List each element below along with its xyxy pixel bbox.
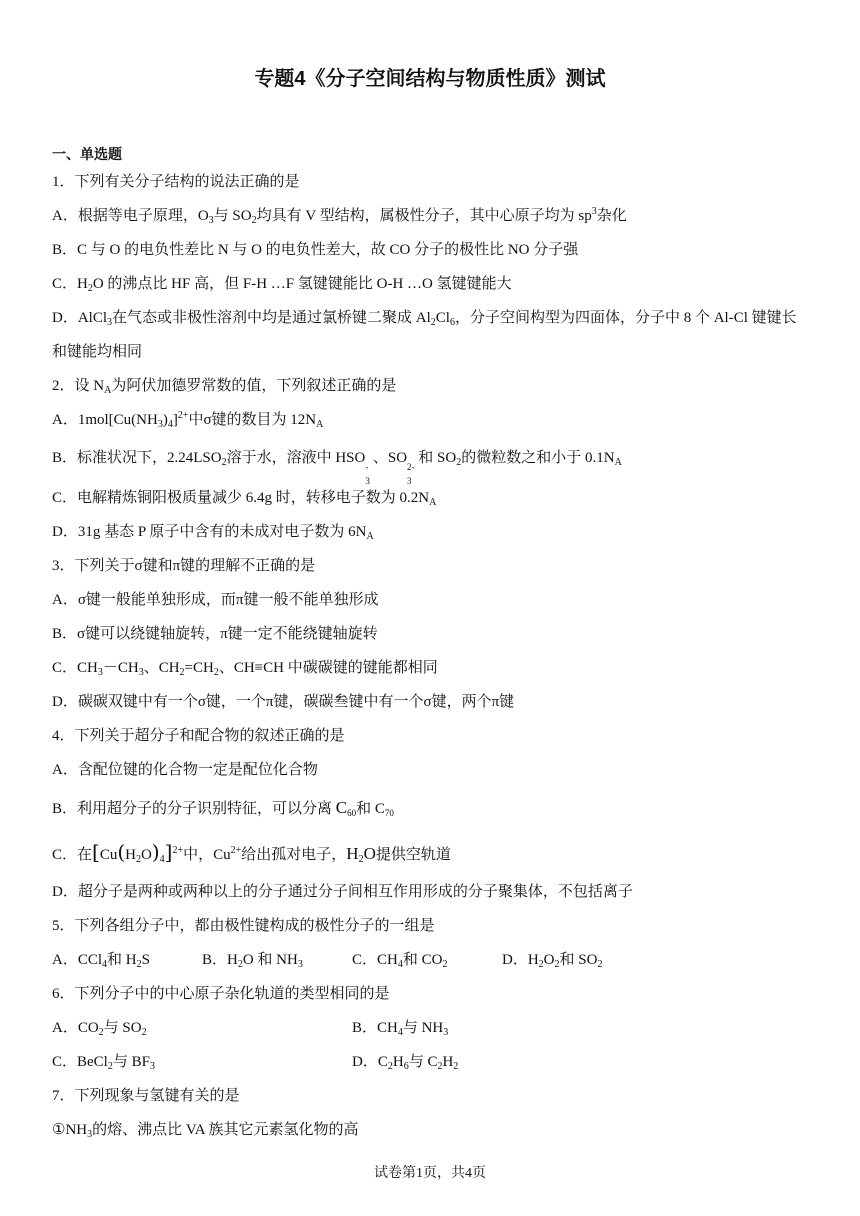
question-1-option-a: A．根据等电子原理，$O_3$与 $SO_2$均具有 V 型结构，属极性分子，其中心原子均为 $sp^3$杂化 bbox=[52, 206, 627, 226]
question-6-option-a: A．$CO_2$与 $SO_2$ bbox=[52, 1020, 147, 1038]
question-2-option-c: C．电解精炼铜阳极质量减少 6.4g 时，转移电子数为 $0.2N_A$ bbox=[52, 490, 437, 508]
question-4-option-a: A．含配位键的化合物一定是配位化合物 bbox=[52, 762, 318, 778]
question-4-option-d: D．超分子是两种或两种以上的分子通过分子间相互作用形成的分子聚集体，不包括离子 bbox=[52, 884, 633, 900]
question-2-option-b: B．标准状况下，$2.24LSO_2$溶于水，溶液中 HSO - 3 、SO 2- 3 和 $SO_2$的微粒数之和小于 $0.1N_A$ bbox=[52, 450, 622, 486]
page-footer: 试卷第1页，共4页 bbox=[374, 1166, 486, 1181]
question-5-option-b: B．$H_2O$ 和 $NH_3$ bbox=[202, 952, 303, 970]
question-3-stem: 3．下列关于σ键和π键的理解不正确的是 bbox=[52, 558, 316, 574]
question-3-option-d: D．碳碳双键中有一个σ键，一个π键，碳碳叁键中有一个σ键，两个π键 bbox=[52, 694, 515, 710]
question-5-option-a: A．CCl$_4$和 $H_2S$ bbox=[52, 952, 150, 970]
question-3-option-c: C．$CH_3-CH_3$、$CH_2=CH_2$、CH≡CH 中碳碳键的键能都相同 bbox=[52, 660, 438, 678]
question-4-option-b: B．利用超分子的分子识别特征，可以分离 $C_{60}$和 $C_{70}$ bbox=[52, 798, 394, 818]
question-1-option-d-continued: 和键能均相同 bbox=[52, 344, 143, 360]
question-6-option-b: B．$CH_4$与 $NH_3$ bbox=[352, 1020, 449, 1038]
question-5-option-c: C．$CH_4$和 $CO_2$ bbox=[352, 952, 448, 970]
question-3-option-a: A．σ键一般能单独形成，而π键一般不能单独形成 bbox=[52, 592, 379, 608]
question-2-option-d: D．31g 基态 P 原子中含有的未成对电子数为 $6N_A$ bbox=[52, 524, 374, 542]
question-1-option-d: D．AlCl$_3$在气态或非极性溶剂中均是通过氯桥键二聚成 $Al_2Cl_6$，分子空间构型为四面体，分子中 8 个 Al-Cl 键键长 bbox=[52, 310, 797, 328]
question-4-option-c: C．在$[Cu(H_2O)_4]^{2+}$中，$Cu^{2+}$给出孤对电子，$H_2O$提供空轨道 bbox=[52, 840, 451, 865]
question-6-option-d: D．$C_2H_6$与 $C_2H_2$ bbox=[352, 1054, 459, 1072]
question-5-option-d: D．$H_2O_2$和 $SO_2$ bbox=[502, 952, 603, 970]
question-6-option-c: C．BeCl$_2$与 $BF_3$ bbox=[52, 1054, 155, 1072]
question-6-stem: 6．下列分子中的中心原子杂化轨道的类型相同的是 bbox=[52, 986, 390, 1002]
question-3-option-b: B．σ键可以绕键轴旋转，π键一定不能绕键轴旋转 bbox=[52, 626, 378, 642]
question-7-item-1: $①NH_3$的熔、沸点比 VA 族其它元素氢化物的高 bbox=[52, 1122, 359, 1140]
question-7-stem: 7．下列现象与氢键有关的是 bbox=[52, 1088, 240, 1104]
page-title: 专题4《分子空间结构与物质性质》测试 bbox=[254, 68, 606, 90]
question-1-stem: 1．下列有关分子结构的说法正确的是 bbox=[52, 174, 300, 190]
question-2-stem: 2．设 $N_A$为阿伏加德罗常数的值，下列叙述正确的是 bbox=[52, 378, 397, 396]
question-2-option-a: A．$1mol[Cu(NH_3)_4]^{2+}$中σ键的数目为 $12N_A$ bbox=[52, 410, 324, 430]
question-4-stem: 4．下列关于超分子和配合物的叙述正确的是 bbox=[52, 728, 345, 744]
question-5-stem: 5．下列各组分子中，都由极性键构成的极性分子的一组是 bbox=[52, 918, 435, 934]
section-heading: 一、单选题 bbox=[52, 146, 122, 162]
question-1-option-c: C．$H_2O$ 的沸点比 HF 高，但 F-H …F 氢键键能比 O-H …O 氢键键能大 bbox=[52, 276, 512, 294]
question-1-option-b: B．C 与 O 的电负性差比 N 与 O 的电负性差大，故 CO 分子的极性比 NO 分子强 bbox=[52, 242, 579, 258]
